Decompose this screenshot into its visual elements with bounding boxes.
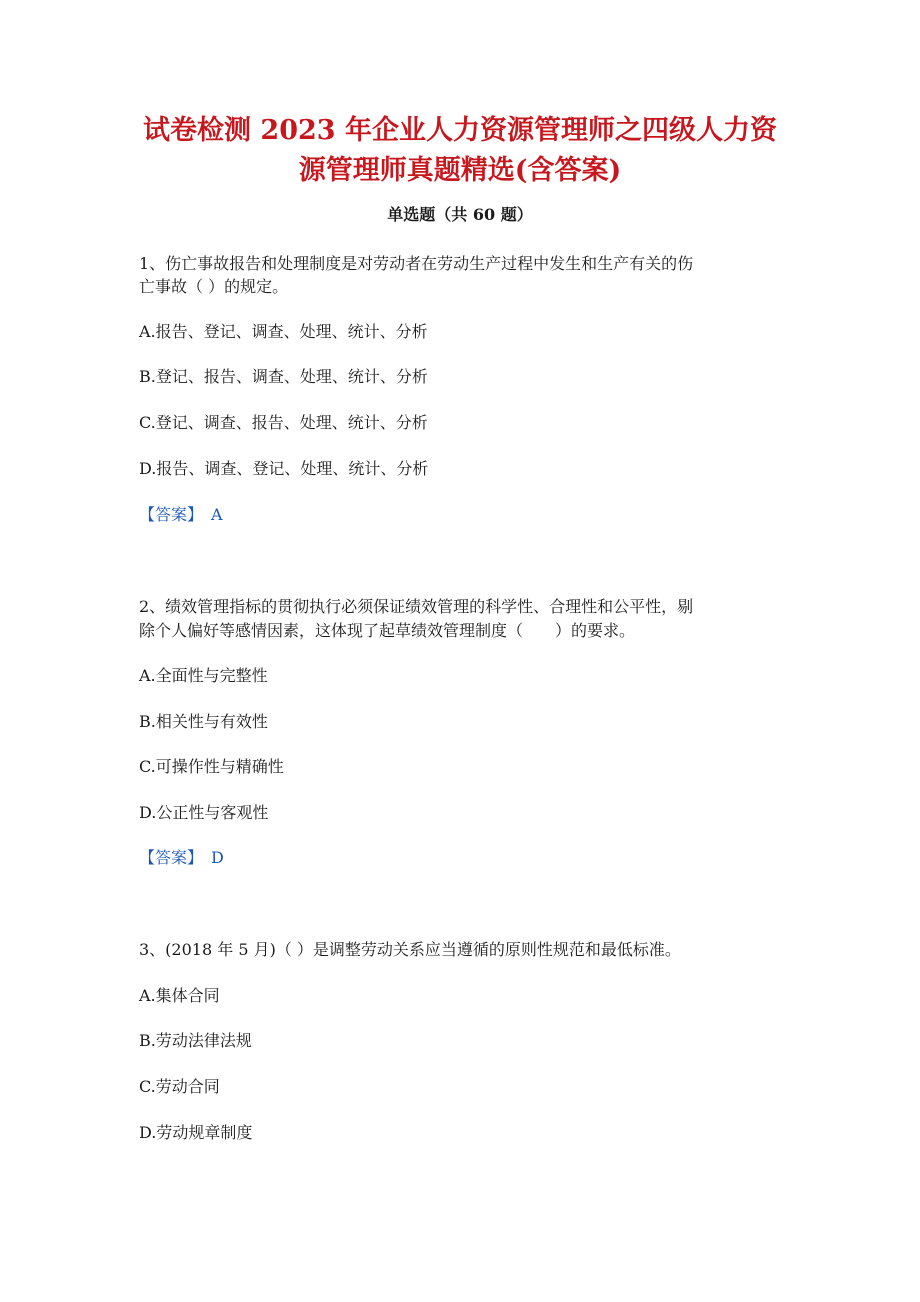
question-3-option-d: D.劳动规章制度 — [139, 1123, 253, 1142]
question-1-option-c: C.登记、调查、报告、处理、统计、分析 — [139, 413, 428, 432]
question-3-option-a: A.集体合同 — [139, 986, 220, 1005]
question-1-answer — [139, 504, 223, 526]
title-line-1: 试卷检测 2023 年企业人力资源管理师之四级人力资 — [143, 115, 777, 146]
question-1-option-a: A.报告、登记、调查、处理、统计、分析 — [139, 322, 428, 341]
answer-tag: 【答案】 — [139, 505, 204, 524]
question-2-stem-line-2: 除个人偏好等感情因素，这体现了起草绩效管理制度（ ）的要求。 — [139, 621, 636, 640]
question-2-stem-line-1: 2、绩效管理指标的贯彻执行必须保证绩效管理的科学性、合理性和公平性，剔 — [139, 597, 694, 616]
question-3-option-c: C.劳动合同 — [139, 1077, 220, 1096]
question-3-stem-line-1: 3、(2018 年 5 月)（ ）是调整劳动关系应当遵循的原则性规范和最低标准。 — [139, 940, 681, 959]
document-title — [100, 111, 820, 191]
answer-tag: 【答案】 — [139, 848, 204, 867]
title-line-2: 源管理师真题精选(含答案) — [298, 155, 622, 186]
section-heading: 单选题（共 60 题） — [387, 205, 533, 224]
answer-value: D — [211, 848, 224, 867]
question-3-option-b: B.劳动法律法规 — [139, 1031, 252, 1050]
answer-value: A — [211, 505, 223, 524]
question-1-option-b: B.登记、报告、调查、处理、统计、分析 — [139, 367, 428, 386]
question-1-option-d: D.报告、调查、登记、处理、统计、分析 — [139, 459, 429, 478]
question-2-answer — [139, 847, 224, 869]
question-2-option-a: A.全面性与完整性 — [139, 666, 268, 685]
question-2-option-d: D.公正性与客观性 — [139, 803, 269, 822]
question-1-stem-line-2: 亡事故（ ）的规定。 — [139, 277, 289, 296]
question-2-option-c: C.可操作性与精确性 — [139, 757, 284, 776]
question-1-stem-line-1: 1、伤亡事故报告和处理制度是对劳动者在劳动生产过程中发生和生产有关的伤 — [139, 254, 694, 273]
question-2-option-b: B.相关性与有效性 — [139, 712, 268, 731]
